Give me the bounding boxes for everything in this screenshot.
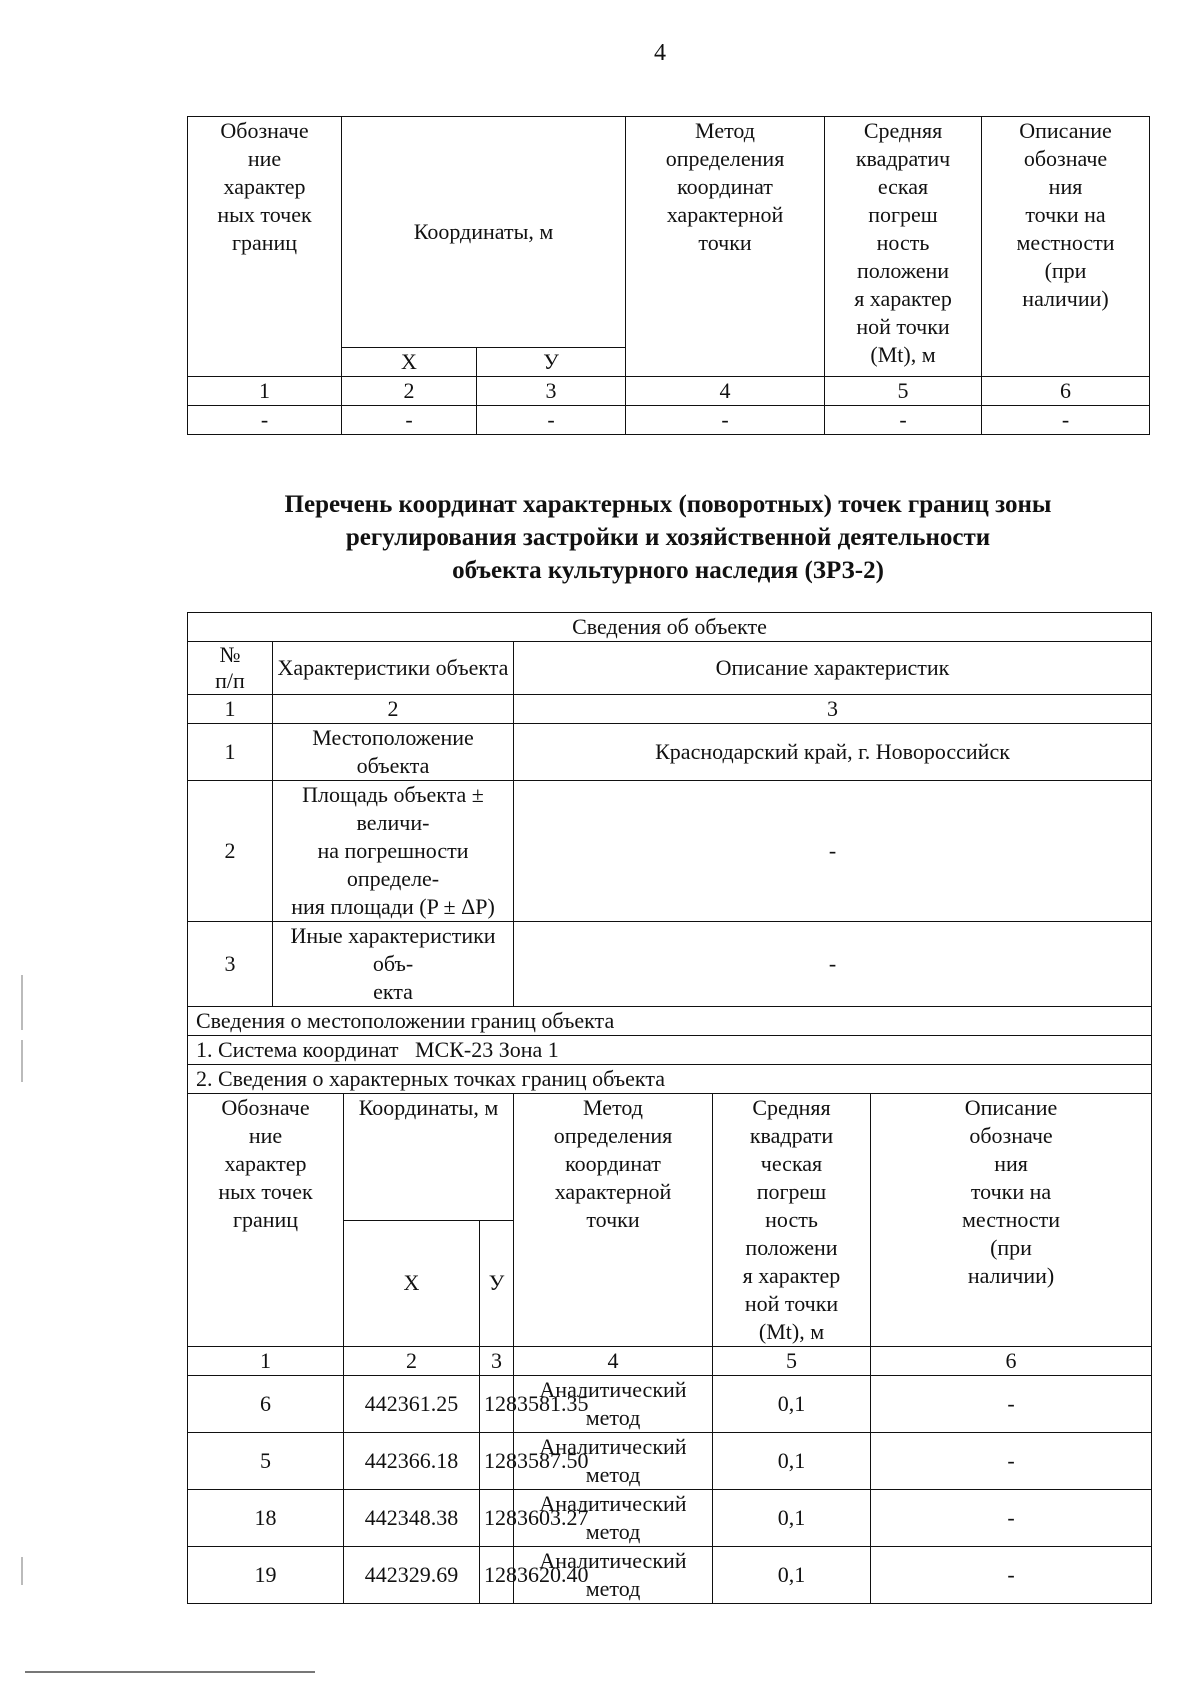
header-description: Описание обозначе ния точки на местности (при наличии) xyxy=(982,117,1150,377)
table-cell: - xyxy=(982,406,1150,435)
scan-margin-mark xyxy=(21,975,23,1030)
point-id: 18 xyxy=(188,1490,344,1547)
point-method: Аналитический метод xyxy=(514,1547,713,1604)
points-title: 2. Сведения о характерных точках границ объекта xyxy=(188,1065,1152,1094)
point-y: 1283620.40 xyxy=(480,1547,514,1604)
header-designation: Обозначе ние характер ных точек границ xyxy=(188,1094,344,1347)
info-row xyxy=(188,724,1152,781)
col-number: 1 xyxy=(188,377,342,406)
point-y: 1283581.35 xyxy=(480,1376,514,1433)
col-number: 3 xyxy=(477,377,626,406)
point-mt: 0,1 xyxy=(713,1433,871,1490)
point-id: 6 xyxy=(188,1376,344,1433)
info-row-name: Площадь объекта ± величи- на погрешности определе- ния площади (P ± ΔP) xyxy=(273,781,514,922)
header-method: Метод определения координат характерной точки xyxy=(514,1094,713,1347)
col-number: 5 xyxy=(713,1347,871,1376)
col-number: 5 xyxy=(825,377,982,406)
table-row xyxy=(188,1433,1152,1490)
scan-margin-mark xyxy=(21,1557,23,1585)
col-number: 2 xyxy=(342,377,477,406)
info-row-value: - xyxy=(514,781,1152,922)
header-mean-square-error: Средняя квадрати ческая погреш ность положени я характер ной точки (Mt), м xyxy=(713,1094,871,1347)
point-description: - xyxy=(871,1376,1152,1433)
point-mt: 0,1 xyxy=(713,1490,871,1547)
footer-rule xyxy=(25,1671,315,1673)
info-row-value: Краснодарский край, г. Новороссийск xyxy=(514,724,1152,781)
object-info-title: Сведения об объекте xyxy=(188,613,1152,642)
header-characteristic-description: Описание характеристик xyxy=(514,642,1152,695)
point-id: 5 xyxy=(188,1433,344,1490)
table-cell: - xyxy=(825,406,982,435)
point-method: Аналитический метод xyxy=(514,1376,713,1433)
header-characteristics: Характеристики объекта xyxy=(273,642,514,695)
point-description: - xyxy=(871,1433,1152,1490)
table-row xyxy=(188,1490,1152,1547)
scan-margin-mark xyxy=(21,1040,23,1082)
col-number: 4 xyxy=(514,1347,713,1376)
col-number: 4 xyxy=(626,377,825,406)
info-row-value: - xyxy=(514,922,1152,1007)
col-number: 6 xyxy=(871,1347,1152,1376)
point-x: 442361.25 xyxy=(344,1376,480,1433)
header-coordinates: Координаты, м xyxy=(342,117,626,348)
col-number: 3 xyxy=(514,695,1152,724)
column-numbers-row xyxy=(188,377,1150,406)
col-number: 3 xyxy=(480,1347,514,1376)
column-numbers-row xyxy=(188,1347,1152,1376)
info-row-number: 1 xyxy=(188,724,273,781)
point-method: Аналитический метод xyxy=(514,1433,713,1490)
continued-points-table xyxy=(187,116,1150,435)
header-x: Х xyxy=(344,1220,480,1347)
point-description: - xyxy=(871,1547,1152,1604)
info-row xyxy=(188,922,1152,1007)
point-method: Аналитический метод xyxy=(514,1490,713,1547)
table-cell: - xyxy=(342,406,477,435)
point-mt: 0,1 xyxy=(713,1547,871,1604)
info-row xyxy=(188,781,1152,922)
point-y: 1283603.27 xyxy=(480,1490,514,1547)
col-number: 6 xyxy=(982,377,1150,406)
info-row-number: 2 xyxy=(188,781,273,922)
info-row-name: Местоположение объекта xyxy=(273,724,514,781)
table-row xyxy=(188,1376,1152,1433)
col-number: 2 xyxy=(273,695,514,724)
coordinate-system: 1. Система координат МСК-23 Зона 1 xyxy=(188,1036,1152,1065)
info-row-name: Иные характеристики объ- екта xyxy=(273,922,514,1007)
header-number: № п/п xyxy=(188,642,273,695)
header-designation: Обозначе ние характер ных точек границ xyxy=(188,117,342,377)
point-mt: 0,1 xyxy=(713,1376,871,1433)
table-cell: - xyxy=(477,406,626,435)
table-cell: - xyxy=(626,406,825,435)
header-y: У xyxy=(477,348,626,377)
header-method: Метод определения координат характерной точки xyxy=(626,117,825,377)
header-coordinates: Координаты, м xyxy=(344,1094,514,1221)
point-id: 19 xyxy=(188,1547,344,1604)
info-column-numbers-row xyxy=(188,695,1152,724)
header-y: У xyxy=(480,1220,514,1347)
table-row xyxy=(188,1547,1152,1604)
col-number: 1 xyxy=(188,695,273,724)
col-number: 1 xyxy=(188,1347,344,1376)
point-y: 1283587.50 xyxy=(480,1433,514,1490)
point-x: 442366.18 xyxy=(344,1433,480,1490)
page-number: 4 xyxy=(654,40,666,66)
header-description: Описание обозначе ния точки на местности (при наличии) xyxy=(871,1094,1152,1347)
point-x: 442348.38 xyxy=(344,1490,480,1547)
header-mean-square-error: Средняя квадратич еская погреш ность положени я характер ной точки (Mt), м xyxy=(825,117,982,377)
info-row-number: 3 xyxy=(188,922,273,1007)
object-info-table xyxy=(187,612,1152,1604)
header-x: Х xyxy=(342,348,477,377)
point-description: - xyxy=(871,1490,1152,1547)
col-number: 2 xyxy=(344,1347,480,1376)
empty-data-row xyxy=(188,406,1150,435)
section-heading: Перечень координат характерных (поворотных) точек границ зоны регулирования застройки и хозяйственной деятельности объекта культурного наследия (ЗРЗ-2) xyxy=(284,491,1052,584)
point-x: 442329.69 xyxy=(344,1547,480,1604)
table-cell: - xyxy=(188,406,342,435)
boundaries-title: Сведения о местоположении границ объекта xyxy=(188,1007,1152,1036)
